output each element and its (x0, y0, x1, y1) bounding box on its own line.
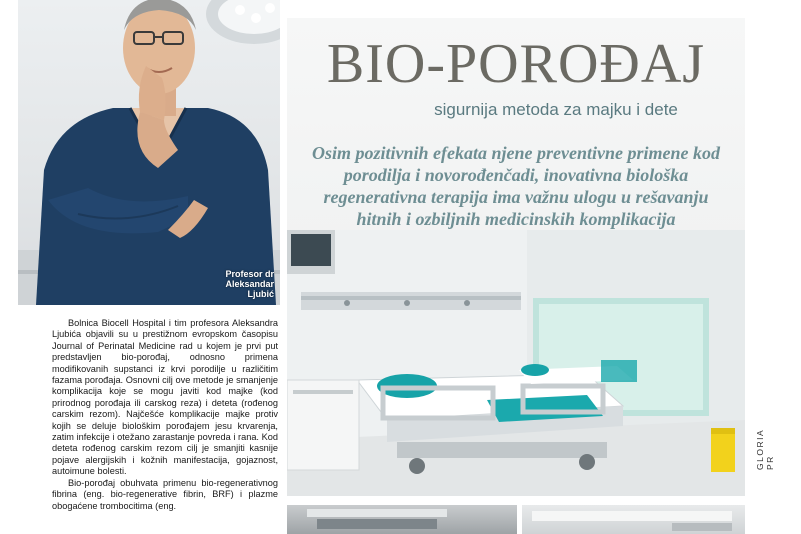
bottom-photo-right-illustration (522, 505, 745, 534)
article-body (52, 318, 278, 512)
photo-credit: GLORIA PR (755, 429, 775, 470)
article-paragraph: Bolnica Biocell Hospital i tim profesora Aleksandra Ljubića objavili su u prestižnom evropskom časopisu Journal of Perinatal Medicine rad u kojem je prvi put predstavljen bio-porođaj, odnosno primena modifikovanih supstanci iz krvi porodilje u različitim fazama porođaja. Osnovni cilj ove metode je smanjenje komplikacija koje se mogu javiti kod majke (kod prirodnog porođaja ili carskog reza) i deteta (rođenog carskim rezom). Najčešće komplikacije majke protiv kojih se deluje biološkim porođajem jesu krvarenja, zatim infekcije i otežano zarastanje povreda i rana. Kod deteta rođenog carskim rezom cilj je smanjiti kasnije pojave alergijskih i kožnih manifestacija, gojaznost, autoimune bolesti. (52, 318, 278, 477)
article-title: BIO-POROĐAJ (326, 33, 706, 95)
portrait-caption-line: Aleksandar (225, 279, 274, 289)
doctor-portrait-photo (18, 0, 280, 305)
hospital-room-photo (287, 230, 745, 496)
portrait-caption-line: Ljubić (247, 289, 274, 299)
doctor-portrait-illustration (18, 0, 280, 305)
bottom-photo-right (522, 505, 745, 534)
article-subtitle: sigurnija metoda za majku i dete (434, 100, 678, 119)
bottom-photo-left-illustration (287, 505, 517, 534)
hospital-room-illustration (287, 230, 745, 496)
portrait-caption (225, 269, 274, 299)
bottom-photo-left (287, 505, 517, 534)
article-paragraph: Bio-porođaj obuhvata primenu bio-regenerativnog fibrina (eng. bio-regenerative fibrin, BRF) i plazme obogaćene trombocitima (eng. (52, 477, 278, 511)
article-lead: Osim pozitivnih efekata njene preventivne primene kod porodilja i novorođenčadi, inovativna biološka regenerativna terapija ima važnu ulogu u rešavanju hitnih i ozbiljnih medicinskih komplikacija (312, 143, 720, 229)
portrait-caption-line: Profesor dr (225, 269, 274, 279)
